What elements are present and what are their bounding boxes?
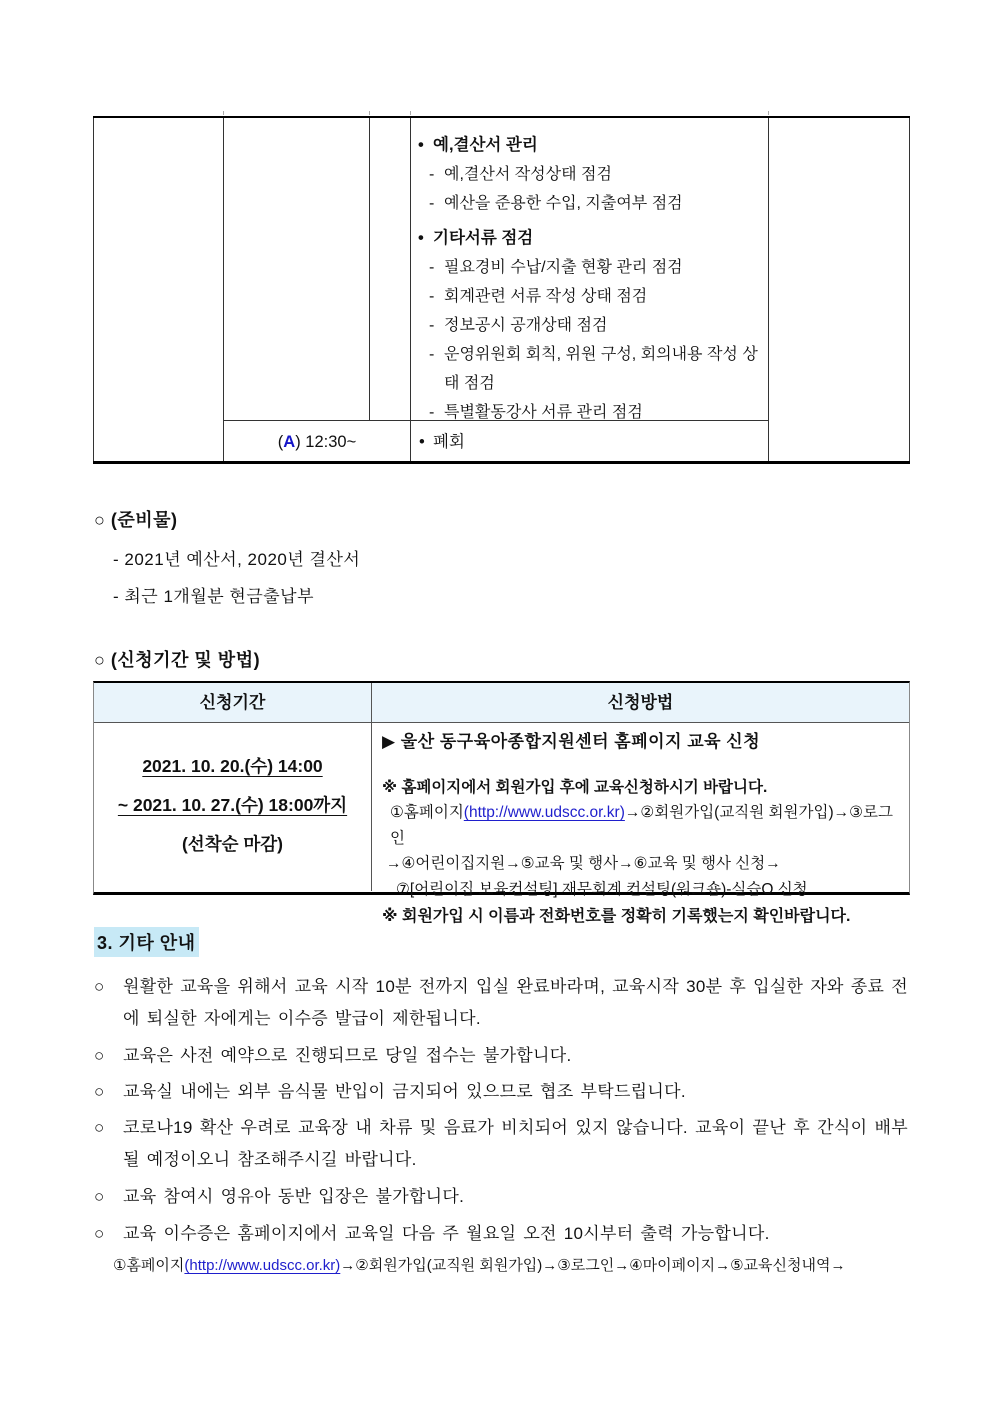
table-border — [909, 118, 910, 461]
dash-icon: - — [429, 195, 435, 212]
application-table-header — [94, 683, 909, 723]
schedule-item-text: 필요경비 수납/지출 현황 관리 점검 — [444, 259, 683, 276]
schedule-item-text: 예,결산서 작성상태 점검 — [444, 166, 612, 183]
materials-heading: ○ (준비물) — [94, 510, 178, 530]
schedule-item-text: 예산을 준용한 수입, 지출여부 점검 — [444, 195, 683, 212]
bullet-icon: • — [419, 433, 425, 451]
other-info-text: 교육 참여시 영유아 동반 입장은 불가합니다. — [123, 1187, 465, 1206]
period-header: 신청기간 — [94, 683, 372, 722]
circle-bullet-icon: ○ — [94, 1187, 105, 1206]
other-info-item — [94, 1076, 908, 1108]
homepage-link[interactable]: (http://www.udscc.or.kr) — [184, 1257, 341, 1274]
circle-bullet-icon: ○ — [94, 1118, 105, 1137]
table-border — [369, 118, 370, 421]
closing-text: 폐회 — [433, 433, 465, 451]
time-text: ) 12:30~ — [295, 433, 357, 451]
table-tick — [410, 111, 411, 115]
other-info-text: 교육실 내에는 외부 음식물 반입이 금지되어 있으므로 협조 부탁드립니다. — [123, 1082, 686, 1101]
circle-bullet-icon: ○ — [94, 1046, 105, 1065]
table-border — [223, 118, 224, 461]
schedule-item — [411, 253, 767, 282]
schedule-item-text: 정보공시 공개상태 점검 — [444, 317, 608, 334]
other-info-item — [94, 971, 908, 1035]
footnote-text: →②회원가입(교직원 회원가입)→③로그인→④마이페이지→⑤교육신청내역→ — [340, 1257, 846, 1274]
schedule-item-text: 회계관련 서류 작성 상태 점검 — [444, 288, 648, 305]
table-tick — [768, 111, 769, 115]
application-period-cell — [94, 723, 372, 891]
table-border — [93, 118, 94, 461]
method-note-1: ※ 홈페이지에서 회원가입 후에 교육신청하시기 바랍니다. — [382, 779, 768, 796]
application-table-body — [94, 723, 909, 925]
schedule-time-cell — [224, 421, 410, 463]
schedule-closing-cell — [411, 421, 767, 463]
period-end: ~ 2021. 10. 27.(수) 18:00까지 — [117, 795, 348, 815]
method-note-2: ※ 회원가입 시 이름과 전화번호를 정확히 기록했는지 확인바랍니다. — [382, 908, 851, 925]
schedule-item — [411, 224, 767, 253]
circle-bullet-icon: ○ — [94, 1224, 105, 1243]
step-text: →②회원가입(교직원 회원가입)→③로그인 — [390, 804, 893, 847]
table-border — [768, 118, 769, 461]
dash-icon: - — [429, 404, 435, 421]
schedule-item — [411, 340, 767, 398]
circle-bullet-icon: ○ — [94, 1082, 105, 1101]
dash-icon: - — [429, 288, 435, 305]
circle-bullet-icon: ○ — [94, 977, 105, 996]
method-steps-line-2: →④어린이집지원→⑤교육 및 행사→⑥교육 및 행사 신청→ — [386, 855, 781, 872]
other-info-item — [94, 1181, 908, 1213]
method-steps-line-3: ⑦[어린이집 보육컨설팅] 재무회계 컨설팅(워크숍)-실습O 신청 — [396, 880, 808, 898]
application-heading: ○ (신청기간 및 방법) — [94, 650, 261, 670]
step-text: ①홈페이지 — [390, 804, 464, 821]
bullet-icon: • — [418, 229, 424, 247]
table-tick — [223, 111, 224, 115]
period-start: 2021. 10. 20.(수) 14:00 — [142, 756, 323, 776]
method-steps-line-1 — [382, 800, 903, 851]
other-info-item — [94, 1112, 908, 1176]
schedule-item — [411, 189, 767, 218]
schedule-item-text: 기타서류 점검 — [433, 229, 534, 247]
other-info-item — [94, 1040, 908, 1072]
schedule-item-text: 운영위원회 회칙, 위원 구성, 회의내용 작성 상태 점검 — [444, 346, 758, 392]
other-info-heading: 3. 기타 안내 — [94, 927, 199, 957]
bullet-icon: • — [418, 136, 424, 154]
schedule-item — [411, 311, 767, 340]
schedule-table — [93, 116, 910, 464]
time-marker-a: A — [283, 433, 296, 451]
period-note: (선착순 마감) — [181, 834, 284, 854]
other-info-text: 코로나19 확산 우려로 교육장 내 차류 및 음료가 비치되어 있지 않습니다. 교육이 끝난 후 간식이 배부될 예정이오니 참조해주시길 바랍니다. — [123, 1118, 908, 1169]
materials-item: - 2021년 예산서, 2020년 결산서 — [113, 550, 361, 569]
table-tick — [369, 111, 370, 115]
other-info-item — [94, 1218, 908, 1250]
application-table — [93, 681, 910, 925]
schedule-activity-cell — [411, 118, 767, 427]
schedule-item — [411, 160, 767, 189]
schedule-item-text: 특별활동강사 서류 관리 점검 — [444, 404, 643, 421]
dash-icon: - — [429, 166, 435, 183]
time-paren: ( — [277, 433, 284, 451]
schedule-item — [411, 282, 767, 311]
dash-icon: - — [429, 346, 435, 363]
procedure-footnote — [113, 1256, 846, 1276]
dash-icon: - — [429, 317, 435, 334]
schedule-item — [411, 131, 767, 160]
method-title: ▶ 울산 동구육아종합지원센터 홈페이지 교육 신청 — [382, 732, 761, 751]
other-info-text: 교육은 사전 예약으로 진행되므로 당일 접수는 불가합니다. — [123, 1046, 572, 1065]
homepage-link[interactable]: (http://www.udscc.or.kr) — [463, 804, 625, 821]
application-method-cell — [372, 723, 909, 925]
footnote-text: ①홈페이지 — [113, 1257, 185, 1274]
schedule-item-text: 예,결산서 관리 — [433, 136, 538, 154]
materials-item: - 최근 1개월분 현금출납부 — [113, 587, 315, 606]
other-info-text: 교육 이수증은 홈페이지에서 교육일 다음 주 월요일 오전 10시부터 출력 가능합니다. — [123, 1224, 770, 1243]
dash-icon: - — [429, 259, 435, 276]
method-header: 신청방법 — [607, 693, 674, 712]
other-info-text: 원활한 교육을 위해서 교육 시작 10분 전까지 입실 완료바라며, 교육시작 30분 후 입실한 자와 종료 전에 퇴실한 자에게는 이수증 발급이 제한됩니다. — [123, 977, 908, 1028]
